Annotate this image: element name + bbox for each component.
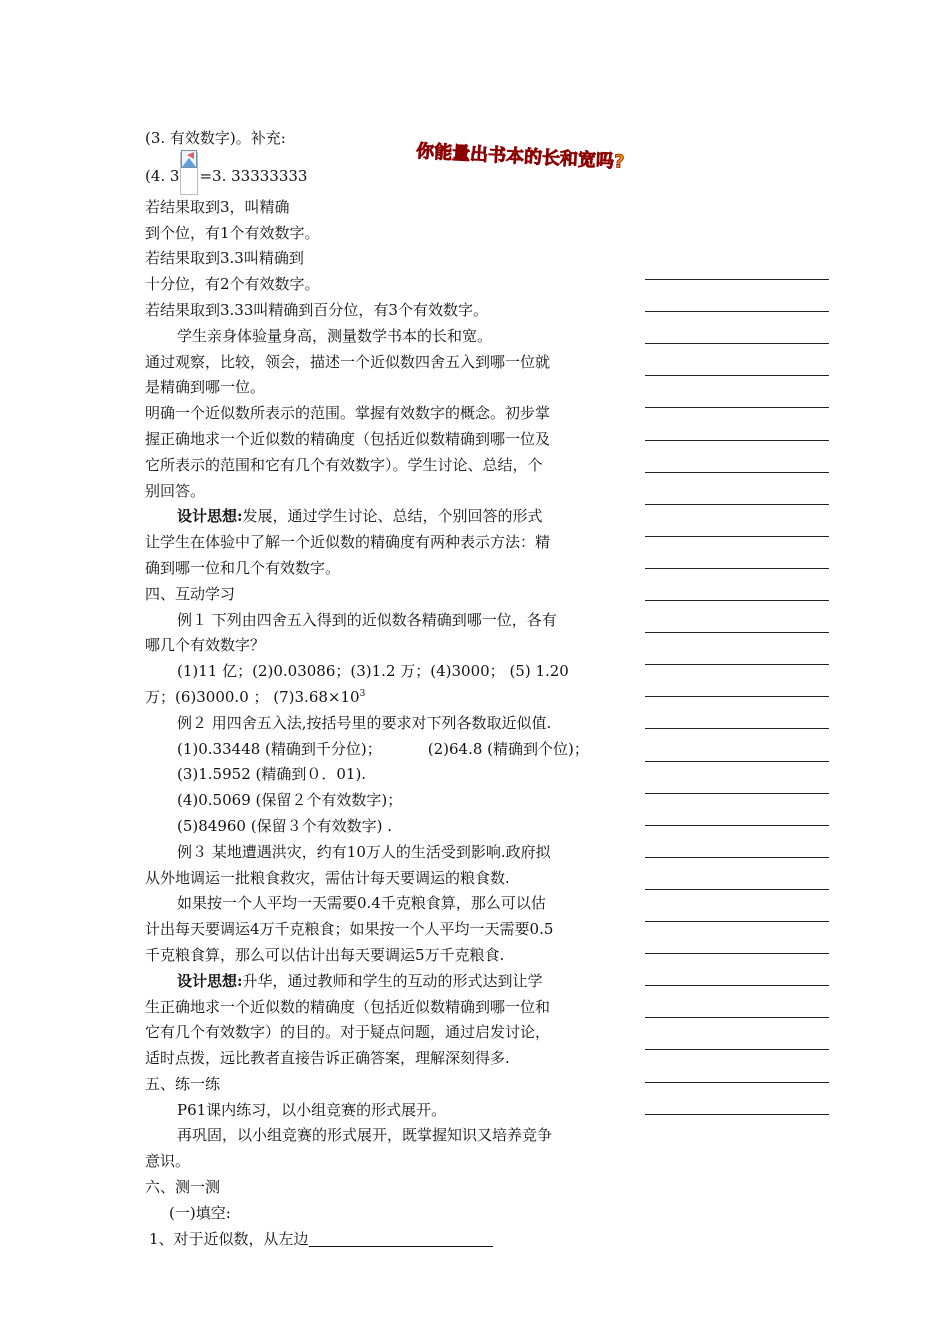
lesson-body xyxy=(145,126,615,1252)
note-line xyxy=(645,600,829,601)
note-line xyxy=(645,793,829,794)
text-line: 如果按一个人平均一天需要0.4千克粮食算，那么可以估 xyxy=(177,894,546,913)
note-line xyxy=(645,857,829,858)
note-line xyxy=(645,343,829,344)
note-line xyxy=(645,279,829,280)
word-art-title-text: 你能量出书本的长和宽吗? xyxy=(415,140,625,173)
text-line: 若结果取到3.33叫精确到百分位，有3个有效数字。 xyxy=(145,300,488,319)
note-line xyxy=(645,825,829,826)
note-line xyxy=(645,985,829,986)
note-line xyxy=(645,1017,829,1018)
section-heading-practice: 五、练一练 xyxy=(145,1074,221,1093)
example-3: 例３ 某地遭遇洪灾，约有10万人的生活受到影响.政府拟 xyxy=(177,842,551,861)
note-line xyxy=(645,889,829,890)
text-line: (1)11 亿；(2)0.03086；(3)1.2 万；(4)3000； (5) 1.20 xyxy=(177,662,569,681)
note-line xyxy=(645,921,829,922)
text-line: 明确一个近似数所表示的范围。掌握有效数字的概念。初步掌 xyxy=(145,404,551,423)
note-line xyxy=(645,696,829,697)
text-line: 通过观察，比较，领会，描述一个近似数四舍五入到哪一位就 xyxy=(145,352,551,371)
note-line xyxy=(645,536,829,537)
text-line: (4)0.5069 (保留２个有效数字)； xyxy=(177,791,403,810)
exponent: 3 xyxy=(359,688,366,699)
note-line xyxy=(645,728,829,729)
note-line xyxy=(645,407,829,408)
note-line xyxy=(645,632,829,633)
text-line: 握正确地求一个近似数的精确度（包括近似数精确到哪一位及 xyxy=(145,429,551,448)
note-line xyxy=(645,761,829,762)
text-line: 再巩固，以小组竞赛的形式展开，既掌握知识又培养竞争 xyxy=(177,1126,553,1145)
broken-image-icon xyxy=(180,152,198,195)
text-line: 确到哪一位和几个有效数字。 xyxy=(145,558,341,577)
text-line: 生正确地求一个近似数的精确度（包括近似数精确到哪一位和 xyxy=(145,997,551,1016)
text-line: 计出每天要调运4万千克粮食；如果按一个人平均一天需要0.5 xyxy=(145,920,554,939)
text-line: 若结果取到3，叫精确 xyxy=(145,197,290,216)
text-line: 适时点拨，远比教者直接告诉正确答案，理解深刻得多. xyxy=(145,1049,510,1068)
note-line xyxy=(645,1114,829,1115)
text-line: 若结果取到3.3叫精确到 xyxy=(145,249,304,268)
note-line xyxy=(645,440,829,441)
design-label: 设计思想: xyxy=(177,507,243,526)
subheading-fill-blank: (一)填空: xyxy=(169,1203,231,1222)
text-line: 它所表示的范围和它有几个有效数字）。学生讨论、总结，个 xyxy=(145,455,543,474)
text-line: (1)0.33448 (精确到千分位)； (2)64.8 (精确到个位)； xyxy=(177,739,589,758)
section-heading-test: 六、测一测 xyxy=(145,1178,221,1197)
text-line: P61课内练习，以小组竞赛的形式展开。 xyxy=(177,1100,447,1119)
line-example-fraction: (4. 3 =3. 33333333 xyxy=(145,152,615,195)
answer-blank xyxy=(309,1230,493,1247)
text-line: 让学生在体验中了解一个近似数的精确度有两种表示方法：精 xyxy=(145,533,551,552)
text-line: 别回答。 xyxy=(145,481,206,500)
design-label: 设计思想: xyxy=(177,971,243,990)
text-line: (3)1.5952 (精确到０．01). xyxy=(177,765,367,784)
note-line xyxy=(645,568,829,569)
note-line xyxy=(645,472,829,473)
note-line xyxy=(645,504,829,505)
text-line: 学生亲身体验量身高，测量数学书本的长和宽。 xyxy=(177,326,493,345)
example-2: 例２ 用四舍五入法,按括号里的要求对下列各数取近似值. xyxy=(177,713,552,732)
margin-note-lines xyxy=(645,270,829,1120)
section-heading-interactive: 四、互动学习 xyxy=(145,584,236,603)
line-supplement: (3. 有效数字)。补充: xyxy=(145,129,286,147)
example-1: 例１ 下列由四舍五入得到的近似数各精确到哪一位，各有 xyxy=(177,610,557,629)
text-line: 哪几个有效数字？ xyxy=(145,636,266,655)
design-thought-1: 设计思想:发展，通过学生讨论、总结，个别回答的形式 xyxy=(177,507,543,526)
text-line: 万；(6)3000.0 ； $(7)3.68\times 10^3$ xyxy=(145,687,366,706)
text-line: 从外地调运一批粮食救灾，需估计每天要调运的粮食数. xyxy=(145,868,510,887)
note-line xyxy=(645,1082,829,1083)
text-line: 到个位，有1个有效数字。 xyxy=(145,223,320,242)
note-line xyxy=(645,375,829,376)
text-line: 它有几个有效数字）的目的。对于疑点问题，通过启发讨论， xyxy=(145,1023,551,1042)
text-line: (5)84960 (保留３个有效数字) . xyxy=(177,816,392,835)
note-line xyxy=(645,1049,829,1050)
note-line xyxy=(645,311,829,312)
design-thought-2: 设计思想:升华，通过教师和学生的互动的形式达到让学 xyxy=(177,971,543,990)
text-line: 意识。 xyxy=(145,1152,191,1171)
text-line: 是精确到哪一位。 xyxy=(145,378,266,397)
text-line: 千克粮食算，那么可以估计出每天要调运5万千克粮食. xyxy=(145,945,505,964)
note-line xyxy=(645,664,829,665)
text-line: 十分位，有2个有效数字。 xyxy=(145,275,320,294)
note-line xyxy=(645,953,829,954)
question-1: 1、对于近似数，从左边 xyxy=(145,1227,615,1253)
